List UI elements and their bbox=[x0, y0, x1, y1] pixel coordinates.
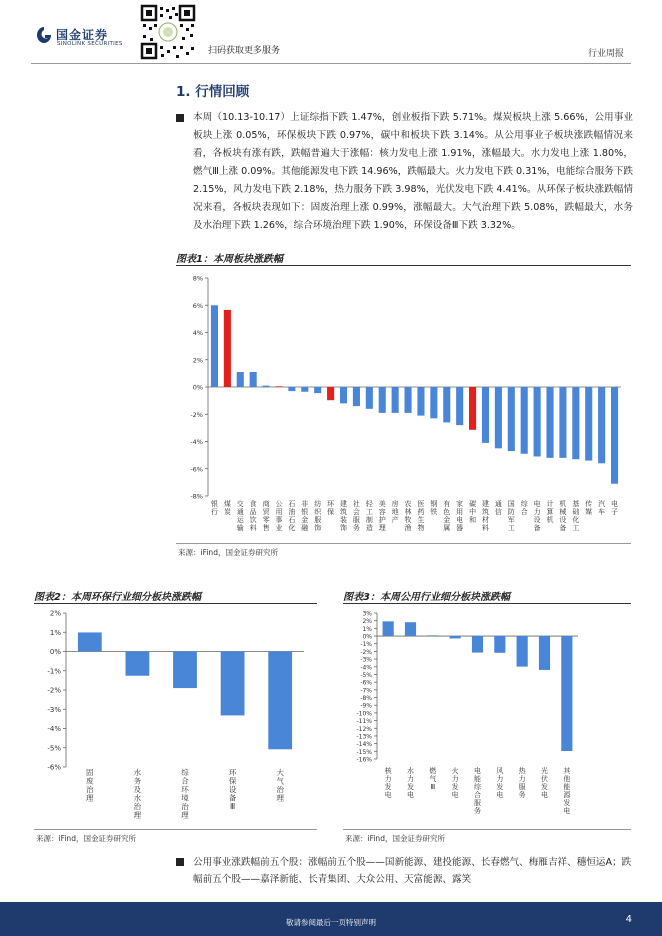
bar bbox=[561, 636, 572, 751]
bar bbox=[611, 387, 618, 484]
fig2-title-rule bbox=[34, 603, 317, 604]
category-label: 社会服务 bbox=[352, 500, 360, 532]
y-tick-label: -5% bbox=[47, 744, 61, 753]
y-tick-label: -6% bbox=[360, 679, 372, 687]
bar bbox=[379, 387, 386, 413]
category-label: 非银金融 bbox=[301, 500, 309, 532]
page-header bbox=[0, 0, 662, 62]
bar bbox=[539, 636, 550, 670]
category-label: 美容护理 bbox=[378, 500, 386, 532]
category-label: 综合 bbox=[520, 500, 528, 516]
y-tick-label: 0% bbox=[49, 648, 61, 656]
bar bbox=[288, 387, 295, 391]
category-label: 商贸零售 bbox=[262, 500, 270, 532]
category-label: 医药生物 bbox=[417, 500, 425, 532]
bar bbox=[427, 635, 438, 636]
y-tick-label: -1% bbox=[47, 667, 61, 676]
bar bbox=[250, 372, 257, 387]
bar bbox=[224, 310, 231, 387]
bullet-icon bbox=[176, 858, 184, 866]
plot-area bbox=[190, 275, 621, 533]
y-tick-label: 2% bbox=[192, 356, 203, 365]
bar bbox=[508, 387, 515, 451]
bar bbox=[472, 636, 483, 653]
y-tick-label: 0% bbox=[362, 633, 372, 641]
fig3-title-rule bbox=[343, 603, 631, 604]
fig1-bar-chart bbox=[176, 270, 631, 542]
category-label: 国防军工 bbox=[507, 500, 515, 532]
logo-text-en: SINOLINK SECURITIES bbox=[57, 41, 123, 47]
y-tick-label: -5% bbox=[360, 671, 372, 679]
category-label: 热力服务 bbox=[518, 767, 526, 799]
y-tick-label: -15% bbox=[356, 748, 372, 756]
category-label: 农林牧渔 bbox=[404, 500, 412, 532]
fig3-source: 来源：iFind，国金证券研究所 bbox=[345, 834, 445, 843]
fig2-bar-chart bbox=[34, 607, 317, 829]
category-label: 食品饮料 bbox=[249, 500, 257, 532]
y-tick-label: -13% bbox=[356, 733, 372, 741]
bar bbox=[469, 387, 476, 430]
category-label: 火力发电 bbox=[451, 767, 459, 799]
logo-text-cn: 国金证券 bbox=[56, 28, 109, 42]
fig1-source-rule bbox=[176, 543, 631, 544]
y-tick-label: 1% bbox=[49, 628, 61, 637]
qr-code-icon[interactable] bbox=[140, 4, 196, 60]
page-footer bbox=[0, 902, 662, 936]
bar bbox=[314, 387, 321, 393]
closing-paragraph: 公用事业涨跌幅前五个股：涨幅前五个股——国新能源、建投能源、长春燃气、梅雁吉祥、穗恒运A；跌幅前五个股——嘉泽新能、长青集团、大众公用、天富能源、露笑 bbox=[193, 857, 632, 885]
intro-paragraph: 本周（10.13-10.17）上证综指下跌 1.47%，创业板指下跌 5.71%。煤炭板块上涨 5.66%，公用事业板块上涨 0.05%，环保板块下跌 0.97%，碳中和板块下跌 3.14%。从公用事业子板块涨跌幅情况来看，各板块有涨有跌，跌幅普遍大于涨幅：核力发电上涨 1.91%，涨幅最大。水力发电上涨 1.80%，燃气Ⅲ上涨 0.09%。其他能源发电下跌 14.96%，跌幅最大。火力发电下跌 0.31%，电能综合服务下跌 2.15%，风力发电下跌 2.18%，热力服务下跌 3.98%，光伏发电下跌 4.41%。从环保子板块涨跌幅情况来看，各板块表现如下：固废治理上涨 0.99%，涨幅最大。大气治理下跌 5.08%，跌幅最大，水务及水治理下跌 1.26%，综合环境治理下跌 1.90%，环保设备Ⅲ下跌 3.32%。 bbox=[193, 112, 633, 231]
bar bbox=[443, 387, 450, 422]
y-tick-label: -6% bbox=[190, 465, 203, 474]
header-divider bbox=[31, 63, 631, 64]
y-tick-label: -2% bbox=[47, 686, 61, 695]
plot-area bbox=[356, 611, 578, 816]
category-label: 水务及水治理 bbox=[133, 768, 142, 820]
category-label: 机械设备 bbox=[559, 500, 567, 532]
bar bbox=[482, 387, 489, 443]
bar bbox=[301, 387, 308, 392]
y-tick-label: -6% bbox=[47, 763, 61, 772]
y-tick-label: -4% bbox=[360, 664, 372, 672]
y-tick-label: -14% bbox=[356, 741, 372, 749]
bar bbox=[211, 305, 218, 387]
bar bbox=[546, 387, 553, 458]
category-label: 水力发电 bbox=[407, 767, 414, 799]
category-label: 计算机 bbox=[546, 500, 554, 524]
category-label: 公用事业 bbox=[275, 500, 283, 532]
bar bbox=[405, 622, 416, 636]
bar bbox=[353, 387, 360, 406]
page-number: 4 bbox=[625, 914, 632, 925]
bar bbox=[340, 387, 347, 403]
bar bbox=[456, 387, 463, 425]
category-label: 环保设备 Ⅲ bbox=[228, 768, 237, 811]
plot-area bbox=[47, 610, 304, 820]
y-tick-label: -3% bbox=[360, 656, 372, 664]
bar bbox=[494, 636, 505, 653]
bar bbox=[126, 652, 150, 676]
category-label: 房地产 bbox=[391, 500, 399, 524]
y-tick-label: 2% bbox=[362, 618, 372, 626]
y-tick-label: 2% bbox=[49, 609, 61, 618]
y-tick-label: -2% bbox=[190, 410, 203, 419]
bullet-icon bbox=[176, 114, 184, 122]
bar bbox=[534, 387, 541, 456]
bar bbox=[221, 652, 245, 716]
y-tick-label: -16% bbox=[356, 756, 372, 764]
category-label: 燃气 Ⅲ bbox=[429, 767, 437, 791]
y-tick-label: -4% bbox=[190, 438, 203, 446]
category-label: 煤炭 bbox=[223, 500, 231, 516]
y-tick-label: -12% bbox=[356, 725, 372, 733]
bar bbox=[237, 372, 244, 387]
fig2-source: 来源：iFind，国金证券研究所 bbox=[36, 834, 136, 843]
category-label: 碳中和 bbox=[469, 500, 477, 524]
category-label: 银行 bbox=[210, 500, 218, 516]
bar bbox=[366, 387, 373, 409]
category-label: 基础化工 bbox=[572, 500, 580, 532]
y-tick-label: 3% bbox=[362, 610, 372, 618]
bar bbox=[559, 387, 566, 458]
category-label: 交通运输 bbox=[236, 500, 244, 532]
category-label: 固废治理 bbox=[86, 768, 94, 803]
y-tick-label: 0% bbox=[192, 383, 203, 392]
category-label: 大气治理 bbox=[276, 768, 284, 803]
bar bbox=[417, 387, 424, 416]
bar bbox=[495, 387, 502, 448]
category-label: 石油石化 bbox=[288, 500, 296, 532]
category-label: 纺织服饰 bbox=[314, 500, 322, 532]
qr-caption: 扫码获取更多服务 bbox=[208, 46, 281, 56]
category-label: 其他能源发电 bbox=[563, 767, 571, 815]
fig3-bar-chart bbox=[343, 607, 631, 829]
category-label: 传媒 bbox=[585, 500, 593, 516]
bar bbox=[392, 387, 399, 413]
category-label: 电子 bbox=[611, 500, 619, 516]
bar bbox=[450, 636, 461, 638]
y-tick-label: -1% bbox=[360, 641, 372, 649]
y-tick-label: -8% bbox=[190, 492, 203, 501]
fig3-source-rule bbox=[343, 829, 631, 830]
fig2-source-rule bbox=[34, 829, 317, 830]
bar bbox=[572, 387, 579, 459]
y-tick-label: -4% bbox=[47, 725, 61, 733]
y-tick-label: -9% bbox=[360, 702, 372, 710]
category-label: 电能综合服务 bbox=[474, 767, 481, 815]
category-label: 综合环境治理 bbox=[181, 768, 189, 820]
bar bbox=[173, 652, 197, 689]
bar bbox=[585, 387, 592, 461]
fig1-title-rule bbox=[176, 265, 631, 266]
category-label: 核力发电 bbox=[384, 767, 392, 799]
fig3-title: 图表3：本周公用行业细分板块涨跌幅 bbox=[343, 592, 510, 603]
document-type: 行业周报 bbox=[587, 49, 624, 59]
bar bbox=[517, 636, 528, 667]
category-label: 汽车 bbox=[598, 500, 606, 516]
y-tick-label: -2% bbox=[360, 648, 372, 656]
y-tick-label: -8% bbox=[360, 695, 372, 703]
category-label: 风力发电 bbox=[496, 767, 504, 799]
category-label: 光伏发电 bbox=[541, 767, 548, 799]
category-label: 通信 bbox=[494, 500, 502, 516]
bar bbox=[268, 652, 292, 750]
bar bbox=[521, 387, 528, 454]
category-label: 电力设备 bbox=[533, 500, 541, 532]
category-label: 有色金属 bbox=[443, 500, 451, 532]
y-tick-label: -10% bbox=[356, 710, 372, 718]
footer-disclaimer: 敬请参阅最后一页特别声明 bbox=[286, 918, 376, 927]
bar bbox=[404, 387, 411, 413]
y-tick-label: 6% bbox=[192, 301, 203, 310]
y-tick-label: -3% bbox=[47, 705, 61, 714]
fig1-title: 图表1：本周板块涨跌幅 bbox=[176, 254, 283, 265]
fig1-source: 来源：iFind，国金证券研究所 bbox=[178, 548, 278, 557]
category-label: 轻工制造 bbox=[365, 500, 373, 532]
bar bbox=[598, 387, 605, 463]
bar bbox=[78, 632, 102, 651]
bar bbox=[263, 386, 270, 387]
y-tick-label: 8% bbox=[192, 274, 203, 283]
category-label: 环保 bbox=[327, 500, 335, 516]
category-label: 建筑材料 bbox=[481, 500, 489, 532]
bar bbox=[275, 386, 282, 387]
y-tick-label: 1% bbox=[362, 625, 372, 633]
y-tick-label: -11% bbox=[356, 718, 372, 726]
section-title: 1. 行情回顾 bbox=[176, 84, 250, 100]
bar bbox=[327, 387, 334, 400]
bar bbox=[383, 621, 394, 636]
category-label: 建筑装饰 bbox=[340, 500, 348, 532]
category-label: 家用电器 bbox=[456, 500, 464, 532]
sinolink-logo-icon bbox=[36, 26, 52, 44]
y-tick-label: 4% bbox=[192, 329, 203, 337]
category-label: 钢铁 bbox=[430, 500, 438, 516]
fig2-title: 图表2：本周环保行业细分板块涨跌幅 bbox=[34, 592, 201, 603]
bar bbox=[430, 387, 437, 418]
y-tick-label: -7% bbox=[360, 687, 372, 695]
